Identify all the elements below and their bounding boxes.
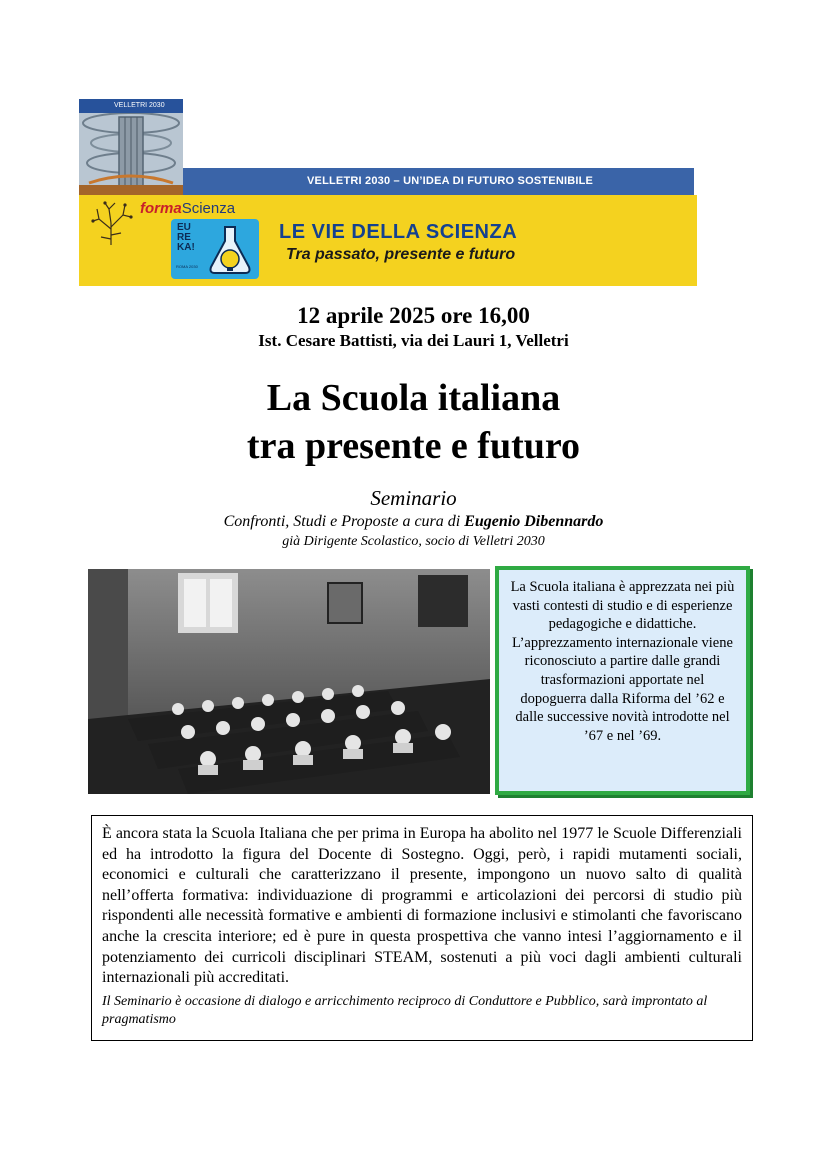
seminar-note: Il Seminario è occasione di dialogo e arricchimento reciproco di Conduttore e Pubblico, sarà improntato al pragmatismo xyxy=(102,993,708,1027)
velletri-2030-logo-image xyxy=(79,99,183,195)
curator-role: già Dirigente Scolastico, socio di Velletri 2030 xyxy=(282,534,545,549)
info-sidebox-text: La Scuola italiana è apprezzata nei più vasti contesti di studio e di esperienze pedagogiche e didattiche. L’apprezzamento internazionale viene riconosciuto a partire dalle grandi trasformazioni apportate nel dopoguerra dalla Riforma del ’62 e dalle successive novità introdotte nel ’67 e nel ’69. xyxy=(510,579,735,744)
banner-yellow xyxy=(79,195,697,286)
event-place: Ist. Cesare Battisti, via dei Lauri 1, Velletri xyxy=(258,331,569,350)
vie-della-scienza-subtitle: Tra passato, presente e futuro xyxy=(286,246,516,263)
banner-title-bar xyxy=(183,168,694,195)
event-type: Seminario xyxy=(370,486,457,510)
description-box xyxy=(91,815,753,1041)
eureka-logo: EU RE KA! ROMA 2030 xyxy=(171,219,259,279)
tower-icon xyxy=(79,113,183,195)
eureka-logo-text: EU RE KA! xyxy=(177,222,195,253)
event-date: 12 aprile 2025 ore 16,00 xyxy=(297,303,530,328)
event-curator: Confronti, Studi e Proposte a cura di Eugenio Dibennardo xyxy=(223,513,604,530)
vie-della-scienza-title: LE VIE DELLA SCIENZA xyxy=(279,221,518,243)
logo-tab-label: VELLETRI 2030 xyxy=(114,102,165,109)
logo-tab xyxy=(79,99,183,113)
curator-name: Eugenio Dibennardo xyxy=(464,513,604,530)
info-sidebox xyxy=(495,566,750,795)
banner-title: VELLETRI 2030 – UN’IDEA DI FUTURO SOSTENIBILE xyxy=(307,175,594,187)
event-title-line2: tra presente e futuro xyxy=(246,425,581,467)
formascienza-logo: formaScienza xyxy=(140,200,236,217)
classroom-photo xyxy=(88,569,490,794)
description-text: È ancora stata la Scuola Italiana che per prima in Europa ha abolito nel 1977 le Scuole Differenziali ed ha introdotto la figura del Docente di Sostegno. Oggi, però, i rapidi mutamenti sociali, economici e culturali che caratterizzano il presente, impongono un nuovo salto di qualità nell’offerta formativa: individuazione di programmi e articolazioni dei percorsi di studio più rispondenti alle necessità formative e ambienti di formazione inclusivi e stimolanti che favoriscano anche la crescita interiore; ed è pure in questa prospettiva che vanno intesi l’aggiornamento e il potenziamento dei curricoli disciplinari STEAM, sostenuti a più voci dagli ambienti culturali internazionali più accreditati. xyxy=(102,825,742,987)
event-title-line1: La Scuola italiana xyxy=(266,377,561,419)
tree-icon xyxy=(85,199,137,247)
flask-bulb-icon xyxy=(205,223,255,275)
